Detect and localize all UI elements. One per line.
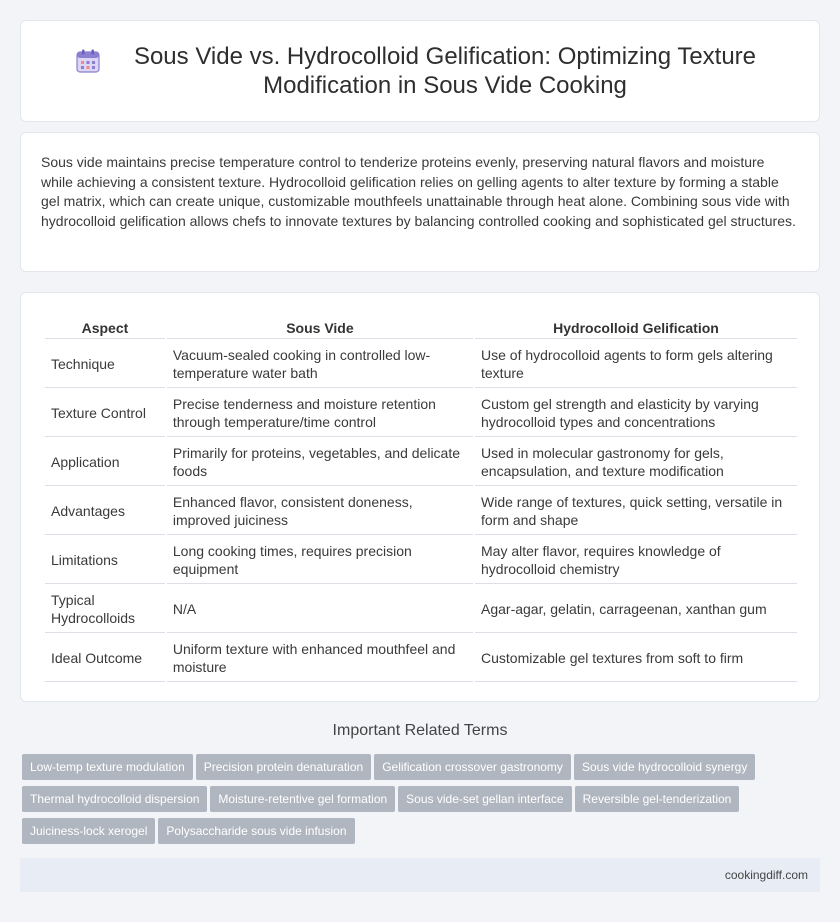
calendar-icon	[75, 48, 101, 74]
intro-card	[20, 132, 820, 272]
page-title: Sous Vide vs. Hydrocolloid Gelification: Optimizing Texture Modification in Sous Vide Cooking	[133, 43, 757, 99]
cell-aspect: Ideal Outcome	[45, 635, 165, 682]
table-row	[45, 488, 797, 535]
term-tag[interactable]: Sous vide-set gellan interface	[398, 786, 571, 812]
cell-aspect: Limitations	[45, 537, 165, 584]
cell-hydrocolloid: Use of hydrocolloid agents to form gels altering texture	[475, 341, 797, 388]
cell-aspect: Typical Hydrocolloids	[45, 586, 165, 633]
cell-aspect: Texture Control	[45, 390, 165, 437]
cell-hydrocolloid: Agar-agar, gelatin, carrageenan, xanthan gum	[475, 586, 797, 633]
cell-sous-vide: N/A	[167, 586, 473, 633]
cell-aspect: Application	[45, 439, 165, 486]
cell-sous-vide: Primarily for proteins, vegetables, and delicate foods	[167, 439, 473, 486]
footer-site-link[interactable]: cookingdiff.com	[724, 868, 808, 882]
comparison-table	[43, 311, 799, 684]
cell-sous-vide: Enhanced flavor, consistent doneness, improved juiciness	[167, 488, 473, 535]
cell-hydrocolloid: Custom gel strength and elasticity by varying hydrocolloid types and concentrations	[475, 390, 797, 437]
cell-hydrocolloid: Customizable gel textures from soft to firm	[475, 635, 797, 682]
comparison-table-card	[20, 292, 820, 702]
table-row	[45, 439, 797, 486]
header-hydrocolloid: Hydrocolloid Gelification	[475, 313, 797, 339]
cell-sous-vide: Precise tenderness and moisture retention through temperature/time control	[167, 390, 473, 437]
term-tag[interactable]: Polysaccharide sous vide infusion	[158, 818, 354, 844]
term-tag[interactable]: Sous vide hydrocolloid synergy	[574, 754, 755, 780]
cell-sous-vide: Vacuum-sealed cooking in controlled low-temperature water bath	[167, 341, 473, 388]
header-sous-vide: Sous Vide	[167, 313, 473, 339]
footer	[20, 858, 820, 892]
cell-hydrocolloid: May alter flavor, requires knowledge of hydrocolloid chemistry	[475, 537, 797, 584]
table-header-row	[45, 313, 797, 339]
term-tag[interactable]: Low-temp texture modulation	[22, 754, 193, 780]
table-row	[45, 586, 797, 633]
header-aspect: Aspect	[45, 313, 165, 339]
term-tag[interactable]: Precision protein denaturation	[196, 754, 371, 780]
table-row	[45, 537, 797, 584]
cell-sous-vide: Long cooking times, requires precision equipment	[167, 537, 473, 584]
cell-sous-vide: Uniform texture with enhanced mouthfeel and moisture	[167, 635, 473, 682]
term-tag[interactable]: Moisture-retentive gel formation	[210, 786, 395, 812]
table-row	[45, 341, 797, 388]
term-tag[interactable]: Reversible gel-tenderization	[575, 786, 740, 812]
cell-hydrocolloid: Used in molecular gastronomy for gels, encapsulation, and texture modification	[475, 439, 797, 486]
related-terms-list	[22, 754, 822, 850]
related-terms-heading: Important Related Terms	[332, 722, 508, 739]
title-wrap	[75, 42, 765, 100]
term-tag[interactable]: Juiciness-lock xerogel	[22, 818, 155, 844]
cell-hydrocolloid: Wide range of textures, quick setting, versatile in form and shape	[475, 488, 797, 535]
cell-aspect: Technique	[45, 341, 165, 388]
title-card	[20, 20, 820, 122]
intro-paragraph: Sous vide maintains precise temperature control to tenderize proteins evenly, preserving natural flavors and moisture while achieving a consistent texture. Hydrocolloid gelification relies on gelling agents to alter texture by forming a stable gel matrix, which can create unique, customizable mouthfeels unattainable through heat alone. Combining sous vide with hydrocolloid gelification allows chefs to innovate textures by balancing controlled cooking and sophisticated gel structures.	[41, 154, 796, 229]
cell-aspect: Advantages	[45, 488, 165, 535]
table-row	[45, 635, 797, 682]
table-row	[45, 390, 797, 437]
term-tag[interactable]: Gelification crossover gastronomy	[374, 754, 571, 780]
term-tag[interactable]: Thermal hydrocolloid dispersion	[22, 786, 207, 812]
